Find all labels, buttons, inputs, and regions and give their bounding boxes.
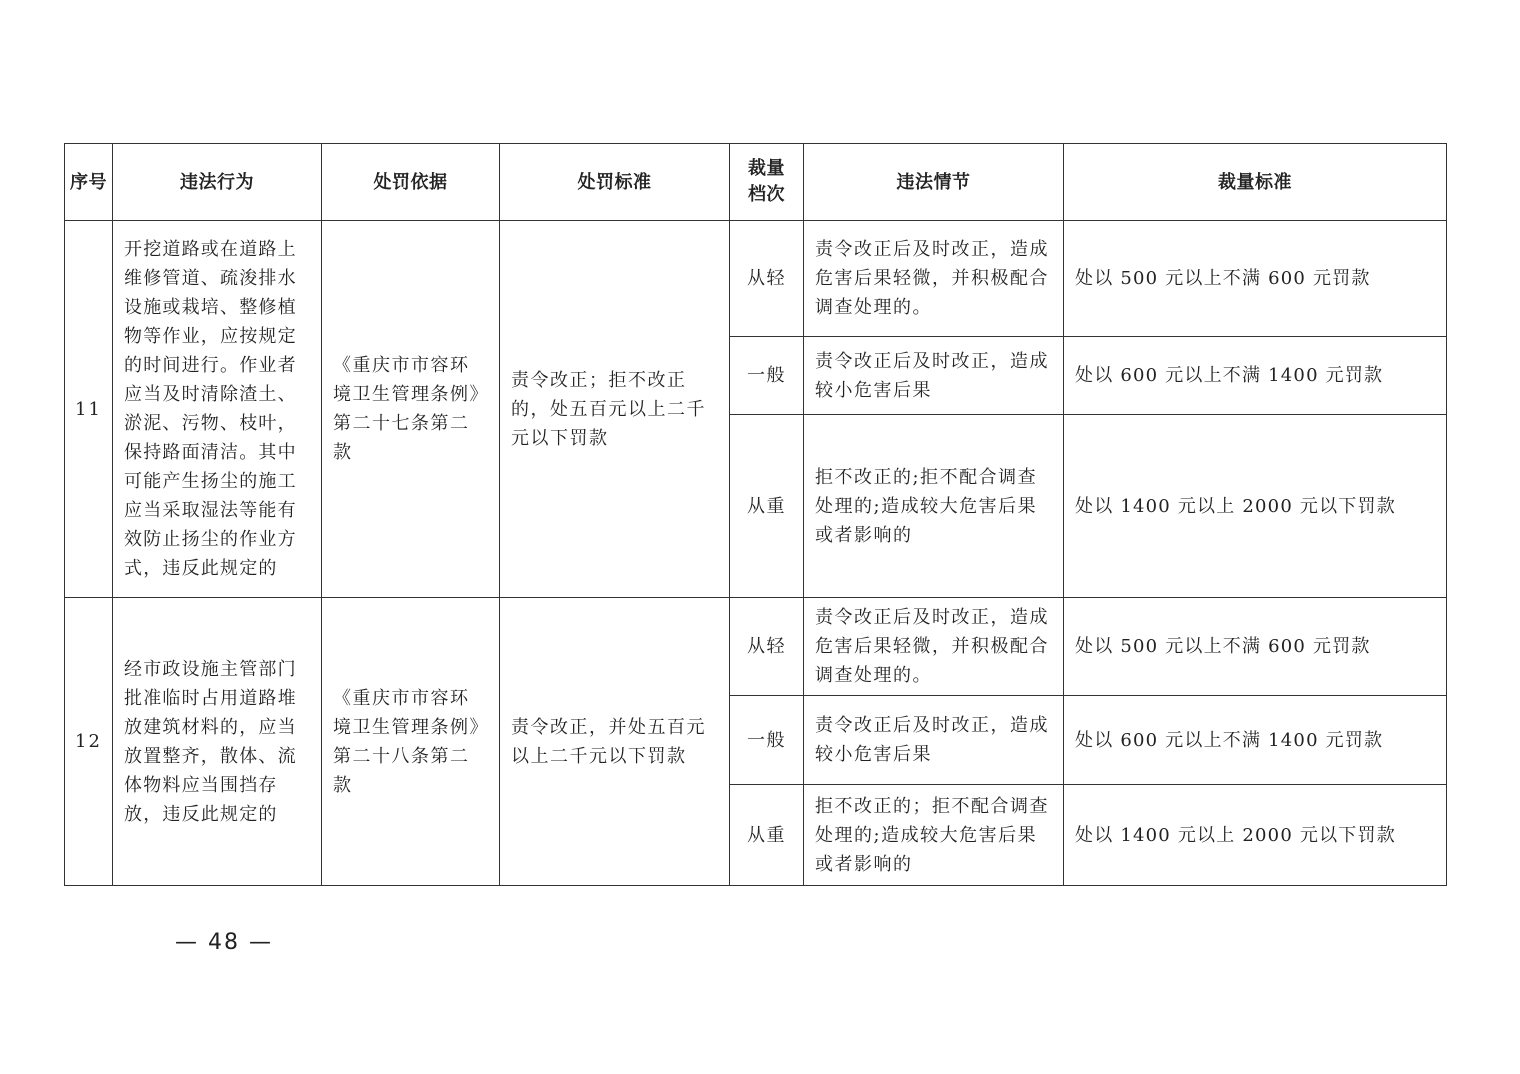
tier-circumstance: 拒不改正的;拒不配合调查处理的;造成较大危害后果或者影响的 xyxy=(804,415,1064,598)
tier-circumstance: 责令改正后及时改正，造成较小危害后果 xyxy=(804,696,1064,785)
tier-circumstance: 责令改正后及时改正，造成较小危害后果 xyxy=(804,337,1064,415)
row-behavior: 经市政设施主管部门批准临时占用道路堆放建筑材料的，应当放置整齐，散体、流体物料应当围挡存放，违反此规定的 xyxy=(113,598,322,886)
row-standard: 责令改正；拒不改正的，处五百元以上二千元以下罚款 xyxy=(500,221,730,598)
tier-circumstance: 拒不改正的；拒不配合调查处理的;造成较大危害后果或者影响的 xyxy=(804,785,1064,886)
header-circumstance: 违法情节 xyxy=(804,144,1064,221)
tier-level: 从轻 xyxy=(730,221,804,337)
tier-level: 一般 xyxy=(730,696,804,785)
row-standard: 责令改正，并处五百元以上二千元以下罚款 xyxy=(500,598,730,886)
row-behavior: 开挖道路或在道路上维修管道、疏浚排水设施或栽培、整修植物等作业，应按规定的时间进行。作业者应当及时清除渣土、淤泥、污物、枝叶，保持路面清洁。其中可能产生扬尘的施工应当采取湿法等能有效防止扬尘的作业方式，违反此规定的 xyxy=(113,221,322,598)
row-seq: 12 xyxy=(65,598,113,886)
table-row xyxy=(65,598,1447,696)
tier-amount: 处以 1400 元以上 2000 元以下罚款 xyxy=(1064,415,1447,598)
header-behavior: 违法行为 xyxy=(113,144,322,221)
tier-amount: 处以 600 元以上不满 1400 元罚款 xyxy=(1064,696,1447,785)
penalty-discretion-table xyxy=(64,143,1447,886)
table-row xyxy=(65,221,1447,337)
page-number: — 48 — xyxy=(175,930,273,955)
tier-circumstance: 责令改正后及时改正，造成危害后果轻微，并积极配合调查处理的。 xyxy=(804,221,1064,337)
header-row xyxy=(65,144,1447,221)
row-basis: 《重庆市市容环境卫生管理条例》第二十八条第二款 xyxy=(322,598,500,886)
header-standard: 处罚标准 xyxy=(500,144,730,221)
row-seq: 11 xyxy=(65,221,113,598)
tier-amount: 处以 500 元以上不满 600 元罚款 xyxy=(1064,598,1447,696)
header-amount: 裁量标准 xyxy=(1064,144,1447,221)
tier-amount: 处以 500 元以上不满 600 元罚款 xyxy=(1064,221,1447,337)
header-basis: 处罚依据 xyxy=(322,144,500,221)
tier-level: 从重 xyxy=(730,785,804,886)
tier-level: 从轻 xyxy=(730,598,804,696)
tier-circumstance: 责令改正后及时改正，造成危害后果轻微，并积极配合调查处理的。 xyxy=(804,598,1064,696)
tier-amount: 处以 600 元以上不满 1400 元罚款 xyxy=(1064,337,1447,415)
header-level: 裁量 档次 xyxy=(730,144,804,221)
tier-level: 从重 xyxy=(730,415,804,598)
row-basis: 《重庆市市容环境卫生管理条例》第二十七条第二款 xyxy=(322,221,500,598)
tier-level: 一般 xyxy=(730,337,804,415)
header-seq: 序号 xyxy=(65,144,113,221)
tier-amount: 处以 1400 元以上 2000 元以下罚款 xyxy=(1064,785,1447,886)
